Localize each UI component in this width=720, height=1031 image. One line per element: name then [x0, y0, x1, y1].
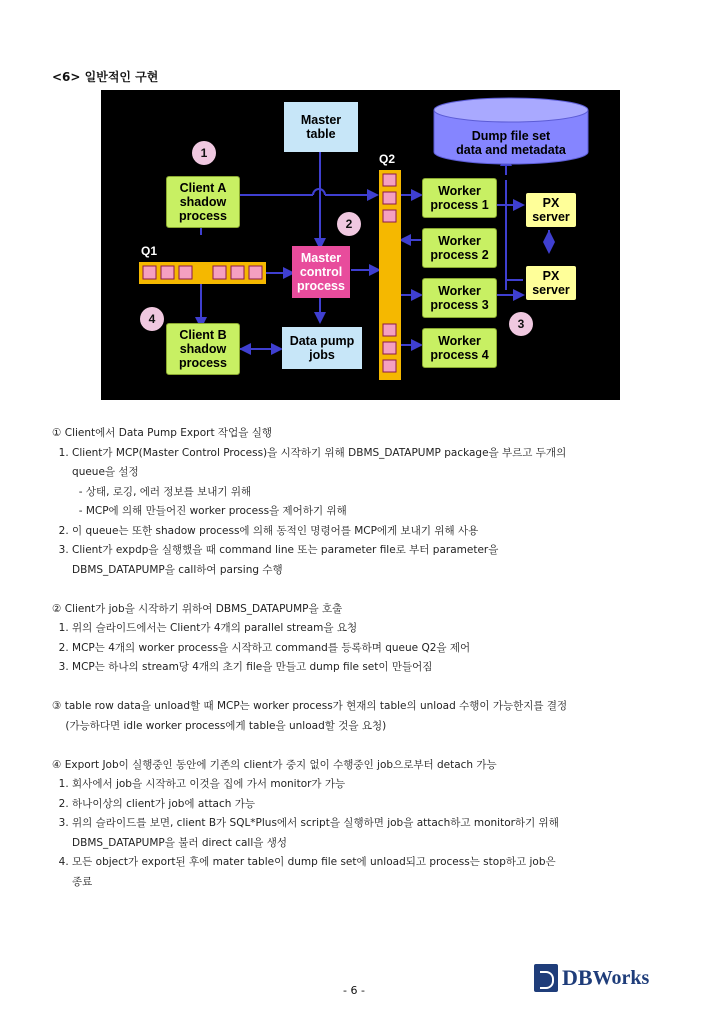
body-line [52, 736, 567, 756]
body-line: ② Client가 job을 시작하기 위하여 DBMS_DATAPUMP을 호출 [52, 602, 343, 615]
body-line: 1. 회사에서 job을 시작하고 이것을 집에 가서 monitor가 가능 [52, 778, 346, 790]
body-line: 2. 이 queue는 또한 shadow process에 의해 동적인 명령어를 MCP에게 보내기 위해 사용 [52, 524, 479, 537]
body-text [52, 424, 567, 892]
client-b-shadow-process: Client B shadow process [166, 323, 240, 375]
section-title: <6> 일반적인 구현 [52, 70, 159, 84]
dbworks-logo [534, 964, 649, 992]
dump-file-set-label: Dump file set data and metadata [456, 129, 566, 157]
logo-db-text: DB [562, 965, 593, 990]
client-a-shadow-process: Client A shadow process [166, 176, 240, 228]
body-line: 4. 모든 object가 export된 후에 mater table이 dump file set에 unload되고 process는 stop하고 job은 [52, 856, 556, 868]
body-line: DBMS_DATAPUMP을 불러 direct call을 생성 [52, 836, 288, 849]
body-line: queue을 설정 [52, 466, 139, 478]
data-pump-jobs-box: Data pump jobs [282, 327, 362, 369]
worker-process-2: Worker process 2 [422, 228, 497, 268]
q1-label: Q1 [141, 244, 158, 258]
master-table-box: Master table [284, 102, 358, 152]
logo-works-text: Works [592, 966, 650, 989]
worker-process-3: Worker process 3 [422, 278, 497, 318]
body-line: - 상태, 로깅, 에러 정보를 보내기 위해 [52, 485, 252, 498]
q1-queue-bar [139, 262, 266, 284]
master-control-process: Master control process [292, 246, 350, 298]
px-server-1: PX server [526, 193, 576, 227]
data-pump-architecture-diagram [101, 90, 620, 400]
body-line [52, 678, 567, 698]
body-line: 2. MCP는 4개의 worker process을 시작하고 command를 등록하며 queue Q2을 제어 [52, 641, 471, 654]
body-line: DBMS_DATAPUMP을 call하여 parsing 수행 [52, 563, 283, 576]
step-badge-3: 3 [509, 312, 533, 336]
body-line [52, 580, 567, 600]
body-line: - MCP에 의해 만들어진 worker process을 제어하기 위해 [52, 505, 347, 517]
worker-process-1: Worker process 1 [422, 178, 497, 218]
step-badge-1: 1 [192, 141, 216, 165]
step-badge-2: 2 [337, 212, 361, 236]
body-line: 2. 하나이상의 client가 job에 attach 가능 [52, 797, 256, 810]
px-server-2: PX server [526, 266, 576, 300]
body-line: 1. Client가 MCP(Master Control Process)을 시작하기 위해 DBMS_DATAPUMP package을 부르고 두개의 [52, 446, 567, 459]
page-number: - 6 - [343, 984, 365, 997]
body-line: 3. Client가 expdp을 실행했을 때 command line 또는 parameter file로 부터 parameter을 [52, 544, 499, 556]
body-line: 3. MCP는 하나의 stream당 4개의 초기 file을 만들고 dump file set이 만들어짐 [52, 661, 433, 673]
body-line: 3. 위의 슬라이드를 보면, client B가 SQL*Plus에서 script을 실행하면 job을 attach하고 monitor하기 위해 [52, 817, 559, 829]
worker-process-4: Worker process 4 [422, 328, 497, 368]
body-line: (가능하다면 idle worker process에게 table을 unload할 것을 요청) [52, 719, 387, 732]
body-line: ① Client에서 Data Pump Export 작업을 실행 [52, 427, 272, 439]
body-line: 종료 [52, 875, 93, 888]
q2-label: Q2 [379, 152, 396, 166]
body-line: ④ Export Job이 실행중인 동안에 기존의 client가 중지 없이 수행중인 job으로부터 detach 가능 [52, 758, 497, 771]
body-line: 1. 위의 슬라이드에서는 Client가 4개의 parallel stream을 요청 [52, 622, 358, 634]
step-badge-4: 4 [140, 307, 164, 331]
body-line: ③ table row data을 unload할 때 MCP는 worker process가 현재의 table의 unload 수행이 가능한지를 결정 [52, 700, 568, 712]
dbworks-logo-icon [534, 964, 558, 992]
